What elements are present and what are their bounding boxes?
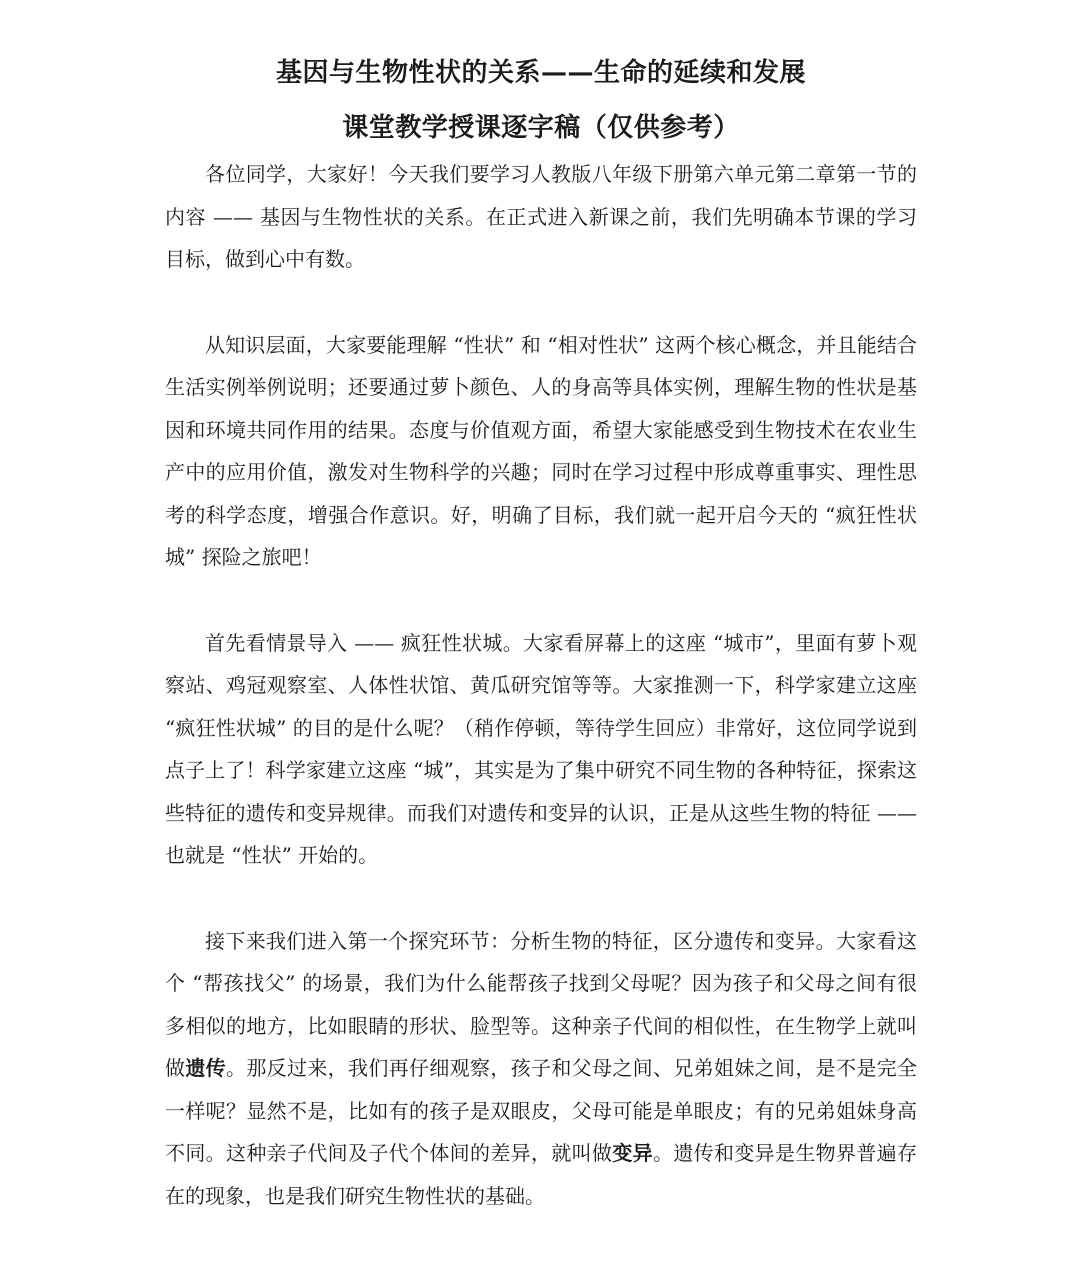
paragraph-gap	[165, 579, 917, 622]
document-page	[165, 48, 917, 1217]
term-heredity: 遗传	[185, 1056, 227, 1080]
term-variation: 变异	[612, 1141, 654, 1165]
paragraph-text: 。遗传和变异是生物界普遍存在的现象，也是我们研究生物性状的基础。	[165, 1141, 918, 1208]
document-subtitle: 课堂教学授课逐字稿（仅供参考）	[342, 113, 740, 143]
paragraph-scene-intro: 首先看情景导入 —— 疯狂性状城。大家看屏幕上的这座 “城市”，里面有萝卜观察站、鸡冠观察室、人体性状馆、黄瓜研究馆等等。大家推测一下，科学家建立这座 “疯狂性状城” 的目的是什么呢？（稍作停顿，等待学生回应）非常好，这位同学说到点子上了！科学家建立这座 “城”，其实是为了集中研究不同生物的各种特征，探索这些特征的遗传和变异规律。而我们对遗传和变异的认识，正是从这些生物的特征 —— 也就是 “性状” 开始的。	[165, 630, 917, 867]
paragraph-text: 接下来我们进入第一个探究环节：分析生物的特征，区分遗传和变异。大家看这个 “帮孩找父” 的场景，我们为什么能帮孩子找到父母呢？因为孩子和父母之间有很多相似的地方，比如眼睛的形状、脸型等。这种亲子代间的相似性，在生物学上就叫做	[165, 928, 917, 1080]
paragraph-inquiry	[165, 920, 917, 1218]
paragraph-objectives: 从知识层面，大家要能理解 “性状” 和 “相对性状” 这两个核心概念，并且能结合生活实例举例说明；还要通过萝卜颜色、人的身高等具体实例，理解生物的性状是基因和环境共同作用的结果。态度与价值观方面，希望大家能感受到生物技术在农业生产中的应用价值，激发对生物科学的兴趣；同时在学习过程中形成尊重事实、理性思考的科学态度，增强合作意识。好，明确了目标，我们就一起开启今天的 “疯狂性状城” 探险之旅吧！	[165, 332, 917, 569]
paragraph-gap	[165, 877, 917, 920]
paragraph-gap	[165, 281, 917, 324]
paragraph-intro: 各位同学，大家好！今天我们要学习人教版八年级下册第六单元第二章第一节的内容 —— 基因与生物性状的关系。在正式进入新课之前，我们先明确本节课的学习目标，做到心中有数。	[165, 162, 917, 271]
document-title: 基因与生物性状的关系——生命的延续和发展	[275, 58, 806, 88]
paragraph-text: 。那反过来，我们再仔细观察，孩子和父母之间、兄弟姐妹之间，是不是完全一样呢？显然不是，比如有的孩子是双眼皮，父母可能是单眼皮；有的兄弟姐妹身高不同。这种亲子代间及子代个体间的差异，就叫做	[165, 1056, 918, 1165]
